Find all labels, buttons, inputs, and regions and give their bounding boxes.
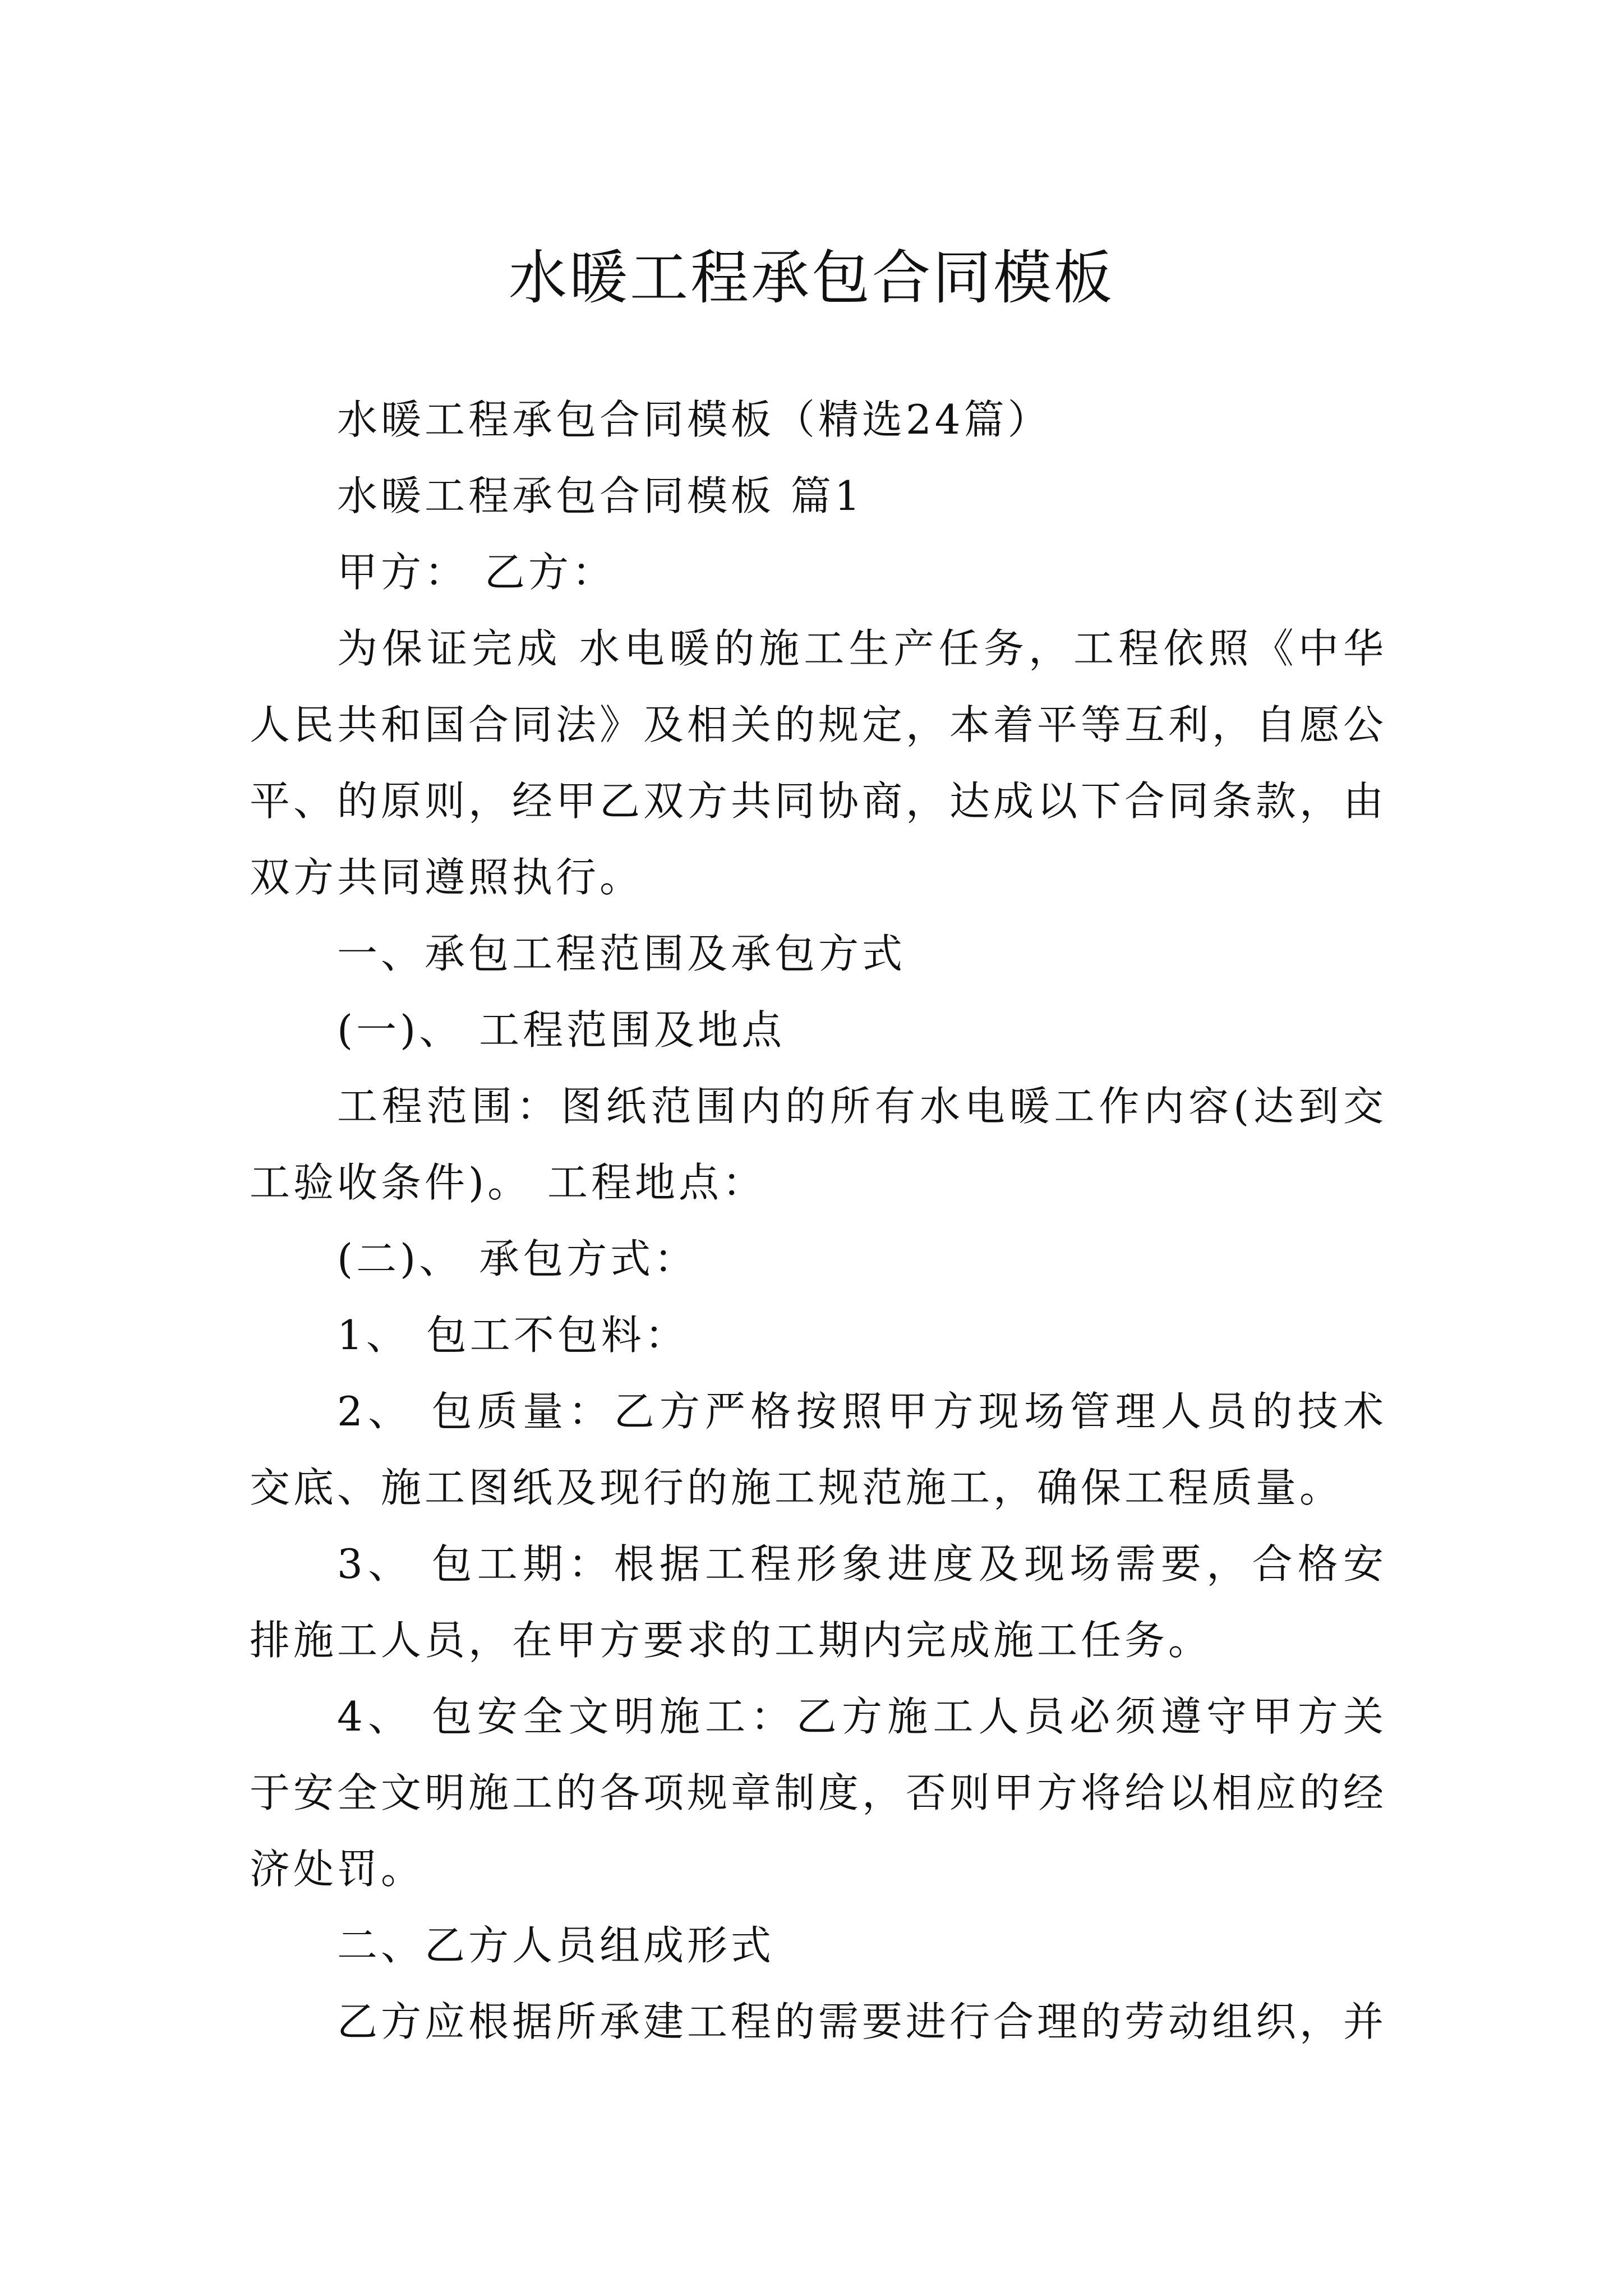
list-item-safety: 4、 包安全文明施工：乙方施工人员必须遵守甲方关于安全文明施工的各项规章制度，否则甲方将给以相应的经济处罚。 <box>250 1693 1387 1893</box>
list-item-schedule: 3、 包工期：根据工程形象进度及现场需要，合格安排施工人员，在甲方要求的工期内完成施工任务。 <box>250 1540 1387 1664</box>
list-item-quality: 2、 包质量：乙方严格按照甲方现场管理人员的技术交底、施工图纸及现行的施工规范施工，确保工程质量。 <box>250 1388 1387 1511</box>
paragraph-scope: 工程范围：图纸范围内的所有水电暖工作内容(达到交工验收条件)。 工程地点： <box>250 1083 1387 1206</box>
paragraph-preamble: 为保证完成 水电暖的施工生产任务，工程依照《中华人民共和国合同法》及相关的规定，本着平等互利，自愿公平、的原则，经甲乙双方共同协商，达成以下合同条款，由双方共同遵照执行。 <box>250 625 1387 901</box>
list-item-labor: 1、 包工不包料： <box>337 1312 689 1359</box>
document-title: 水暖工程承包合同模板 <box>508 243 1114 312</box>
subsection-heading-location: (一)、 工程范围及地点 <box>337 1006 786 1053</box>
paragraph-personnel: 乙方应根据所承建工程的需要进行合理的劳动组织，并 <box>337 1998 1387 2045</box>
section-heading-personnel: 二、乙方人员组成形式 <box>337 1922 775 1969</box>
paragraph-parties: 甲方： 乙方： <box>337 549 616 596</box>
paragraph-subtitle: 水暖工程承包合同模板（精选24篇） <box>337 396 1052 443</box>
subsection-heading-method: (二)、 承包方式： <box>337 1235 698 1282</box>
paragraph-chapter-heading: 水暖工程承包合同模板 篇1 <box>337 472 864 519</box>
document-body <box>250 381 1387 2060</box>
section-heading-scope: 一、承包工程范围及承包方式 <box>337 930 906 977</box>
